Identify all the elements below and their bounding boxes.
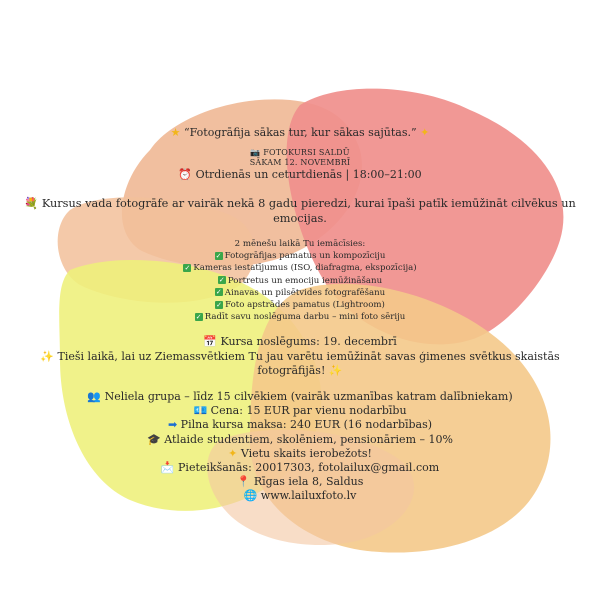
course-title: FOTOKURSI SALDŪ — [263, 148, 350, 157]
christmas-text-2: fotogrāfijās! — [257, 363, 326, 377]
learn-item — [0, 250, 600, 262]
bouquet-icon: 💐 — [24, 197, 39, 210]
envelope-icon: 📩 — [160, 461, 175, 475]
learn-list — [0, 250, 600, 323]
learn-item — [0, 311, 600, 323]
sparkle-icon: ✦ — [420, 126, 430, 139]
learn-item-text: Radīt savu noslēguma darbu – mini foto sēriju — [204, 312, 406, 323]
website-line — [0, 489, 600, 503]
learn-item-text: Fotogrāfijas pamatus un kompozīciju — [224, 251, 386, 262]
round-pushpin-icon: 📍 — [236, 475, 251, 489]
learn-item — [0, 299, 600, 311]
course-end-line — [0, 335, 600, 349]
learn-heading: 2 mēnešu laikā Tu iemācīsies: — [234, 239, 366, 249]
alarm-clock-icon: ⏰ — [178, 168, 193, 181]
signup-text: Pieteikšanās: 20017303, fotolailux@gmail.com — [178, 461, 440, 475]
christmas-line-1 — [0, 350, 600, 364]
learn-item — [0, 275, 600, 287]
calendar-icon: 📅 — [203, 335, 217, 349]
checkmark-icon: ✓ — [195, 312, 202, 321]
signup-line — [0, 461, 600, 475]
checkmark-icon: ✓ — [216, 300, 223, 309]
graduation-cap-icon: 🎓 — [147, 432, 161, 446]
schedule-line — [0, 168, 600, 182]
course-title-line — [0, 148, 600, 158]
sparkle-icon: ✦ — [228, 446, 238, 460]
address-line — [0, 475, 600, 489]
checkmark-icon: ✓ — [215, 251, 222, 260]
sparkles-icon: ✨ — [40, 349, 55, 363]
start-date: SĀKAM 12. NOVEMBRĪ — [249, 158, 351, 167]
checkmark-icon: ✓ — [215, 288, 222, 297]
quote-text: “Fotogrāfija sākas tur, kur sākas sajūtas.” — [184, 126, 417, 139]
course-end-text: Kursa noslēgums: 19. decembrī — [220, 335, 397, 349]
learn-item-text: Ainavas un pilsētvides fotografēšanu — [224, 287, 386, 298]
price-text: Cena: 15 EUR par vienu nodarbību — [210, 404, 407, 418]
schedule-text: Otrdienās un ceturtdienās | 18:00–21:00 — [195, 168, 422, 181]
intro-text: Kursus vada fotogrāfe ar vairāk nekā 8 gadu pieredzi, kurai īpaši patīk iemūžināt cilvēkus un emocijas. — [41, 197, 576, 225]
full-price-line — [0, 418, 600, 432]
poster-text — [0, 124, 600, 504]
price-line — [0, 404, 600, 418]
group-line — [0, 390, 600, 404]
checkmark-icon: ✓ — [218, 276, 225, 285]
people-icon: 👥 — [87, 390, 102, 404]
christmas-text-1: Tieši laikā, lai uz Ziemassvētkiem Tu jau varētu iemūžināt savas ģimenes svētkus skaistās — [57, 349, 560, 363]
discount-line — [0, 433, 600, 447]
website-text: www.lailuxfoto.lv — [260, 489, 357, 503]
learn-item-text: Foto apstrādes pamatus (Lightroom) — [225, 300, 385, 311]
star-icon: ★ — [170, 126, 181, 139]
intro-paragraph — [20, 196, 580, 226]
learn-item — [0, 287, 600, 299]
banknote-icon: 💶 — [193, 404, 208, 418]
arrow-right-icon: ➡ — [167, 418, 178, 432]
learn-item — [0, 262, 600, 274]
full-price-text: Pilna kursa maksa: 240 EUR (16 nodarbības) — [180, 418, 433, 432]
discount-text: Atlaide studentiem, skolēniem, pensionāriem – 10% — [164, 432, 453, 446]
group-text: Neliela grupa – līdz 15 cilvēkiem (vairāk uzmanības katram dalībniekam) — [104, 390, 513, 404]
christmas-line-2 — [0, 364, 600, 378]
limited-text: Vietu skaits ierobežots! — [240, 446, 372, 460]
learn-item-text: Portretus un emociju iemūžināšanu — [227, 275, 383, 286]
limited-line — [0, 447, 600, 461]
camera-icon: 📷 — [250, 148, 261, 157]
sparkles-icon: ✨ — [328, 363, 343, 377]
address-text: Rīgas iela 8, Saldus — [253, 475, 364, 489]
checkmark-icon: ✓ — [184, 263, 191, 272]
globe-icon: 🌐 — [243, 489, 258, 503]
quote-line — [0, 124, 600, 142]
learn-item-text: Kameras iestatījumus (ISO, diafragma, ekspozīcija) — [193, 263, 417, 274]
